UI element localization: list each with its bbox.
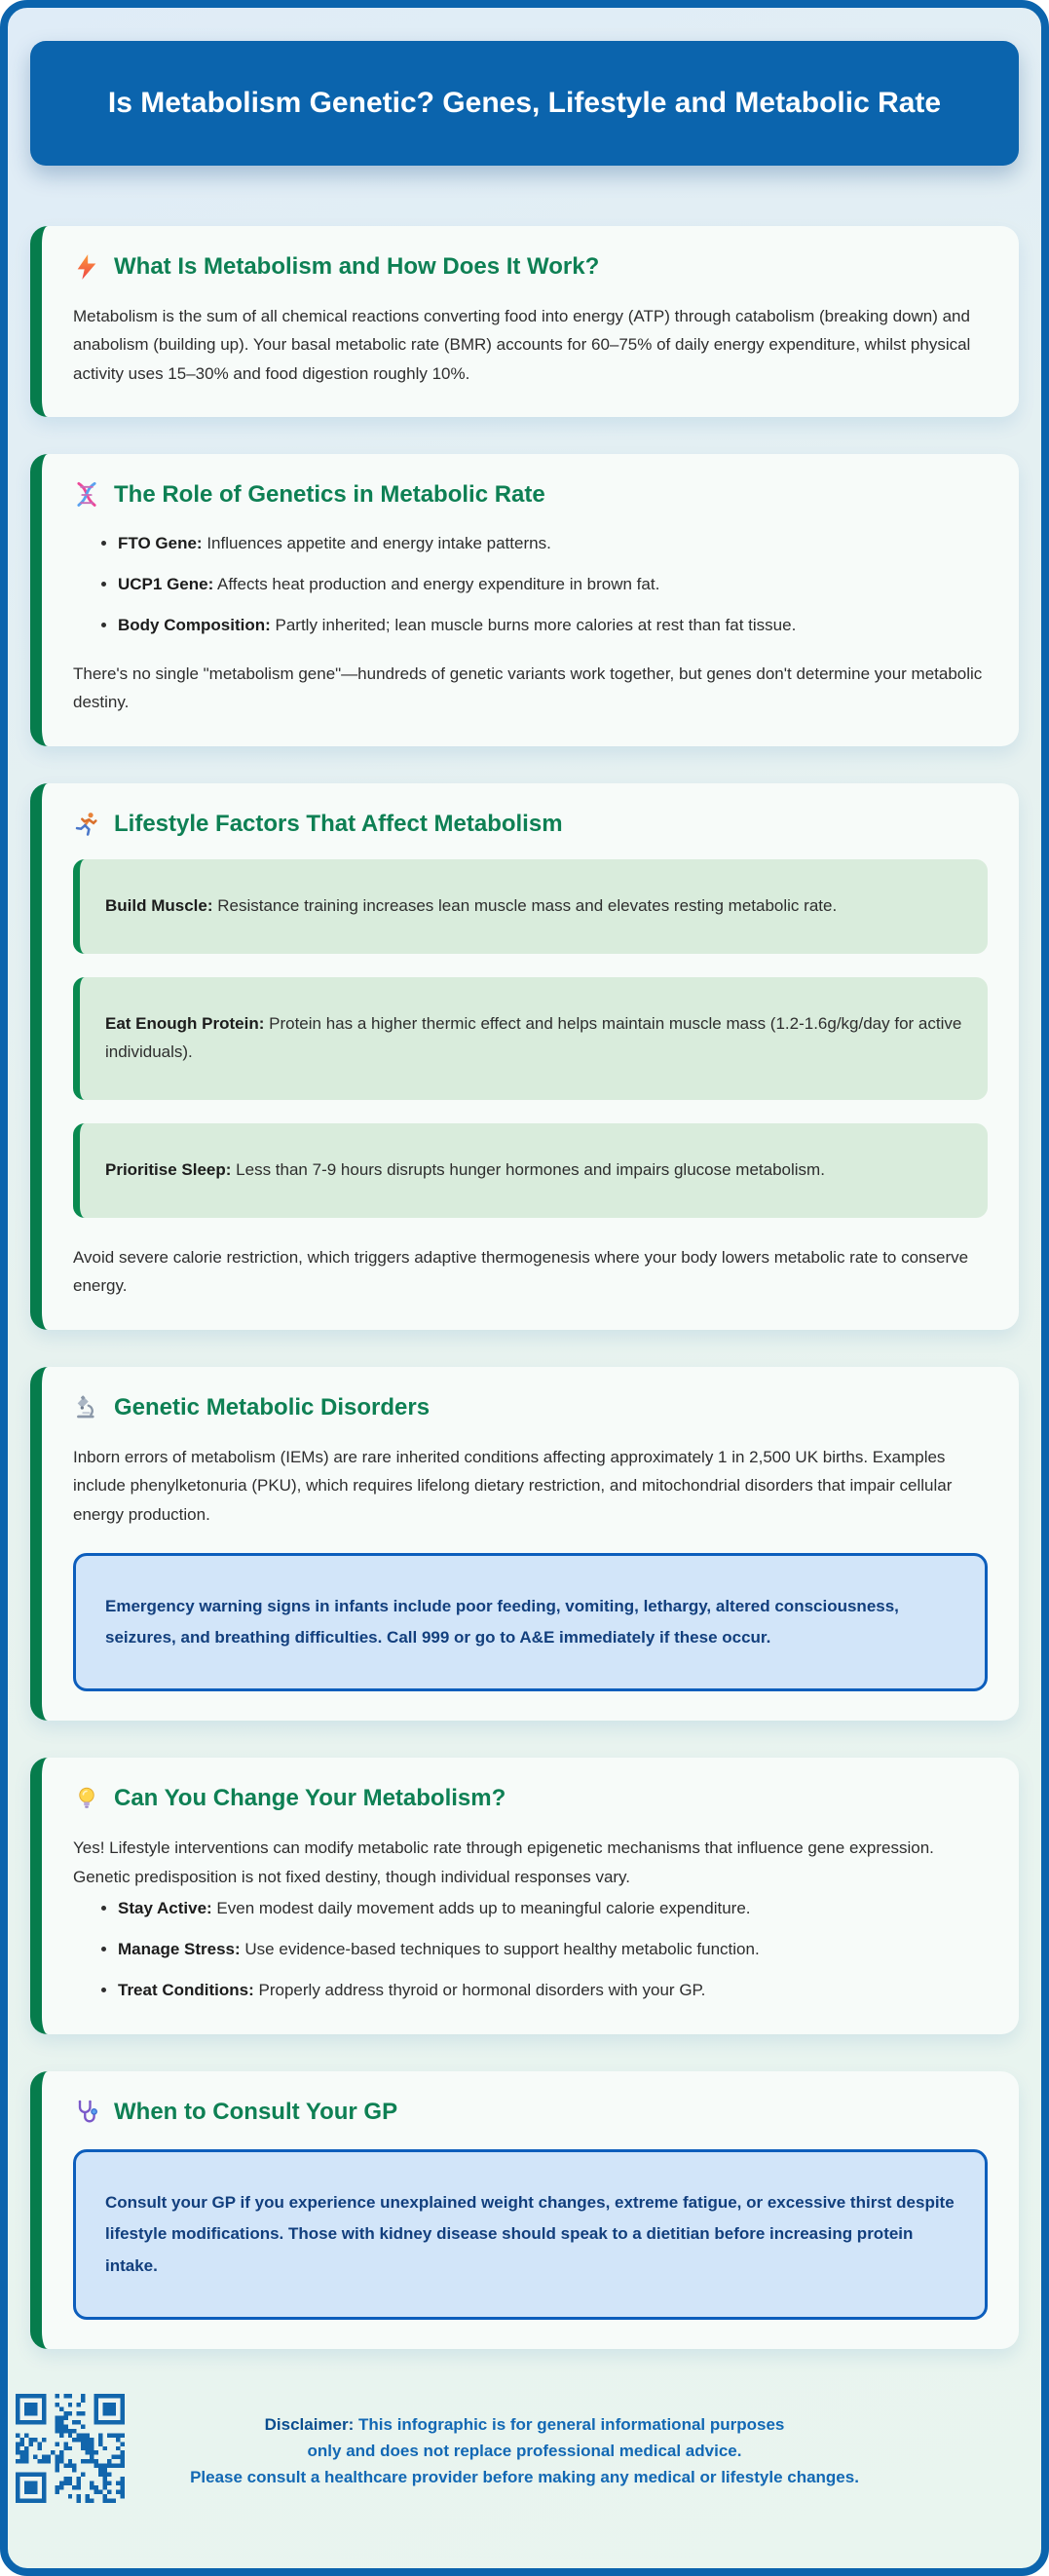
section-heading-row [73, 1785, 988, 1812]
microscope-icon [73, 1394, 100, 1421]
gene-bullet-list [73, 530, 988, 640]
section-heading-row [73, 1394, 988, 1421]
section-can-you-change-your-metabolism [30, 1758, 1019, 2034]
list-item: • FTO Gene: Influences appetite and energy intake patterns. [118, 530, 988, 558]
list-item: • Body Composition: Partly inherited; lean muscle burns more calories at rest than fat tissue. [118, 612, 988, 640]
list-item: • Stay Active: Even modest daily movement adds up to meaningful calorie expenditure. [118, 1895, 988, 1923]
page-title: Is Metabolism Genetic? Genes, Lifestyle and Metabolic Rate [107, 87, 942, 119]
paragraph: There's no single "metabolism gene"—hundreds of genetic variants work together, but genes don't determine your metabolic destiny. [73, 663, 983, 712]
section-heading: When to Consult Your GP [114, 2098, 398, 2125]
disclaimer-line: Please consult a healthcare provider before making any medical or lifestyle changes. [190, 2468, 859, 2487]
section-heading-row [73, 253, 988, 281]
disclaimer-line: only and does not replace professional medical advice. [307, 2442, 742, 2461]
section-heading-row [73, 481, 988, 509]
list-item: • Treat Conditions: Properly address thyroid or hormonal disorders with your GP. [118, 1977, 988, 2005]
dna-icon [73, 481, 100, 509]
paragraph: Inborn errors of metabolism (IEMs) are rare inherited conditions affecting approximately 1 in 2,500 UK births. Examples include phenylketonuria (PKU), which requires lifelong dietary restriction, and mitochondrial disorders that impair cellular energy production. [73, 1447, 953, 1524]
runner-icon [73, 811, 100, 838]
stethoscope-icon [73, 2099, 100, 2126]
section-when-to-consult-your-gp [30, 2071, 1019, 2349]
section-heading: Lifestyle Factors That Affect Metabolism [114, 811, 563, 838]
section-lifestyle-factors [30, 783, 1019, 1330]
section-heading: Genetic Metabolic Disorders [114, 1393, 431, 1421]
list-item: • UCP1 Gene: Affects heat production and energy expenditure in brown fat. [118, 571, 988, 599]
disclaimer [30, 2386, 1019, 2491]
paragraph: Metabolism is the sum of all chemical reactions converting food into energy (ATP) through catabolism (breaking down) and anabolism (building up). Your basal metabolic rate (BMR) accounts for 60–75% of daily energy expenditure, whilst physical activity uses 15–30% and food digestion roughly 10%. [73, 306, 971, 383]
tip-build-muscle: Build Muscle: Resistance training increases lean muscle mass and elevates resting metabolic rate. [73, 859, 988, 954]
change-bullet-list [73, 1895, 988, 2005]
section-heading: The Role of Genetics in Metabolic Rate [114, 481, 545, 509]
page-header [30, 41, 1019, 166]
section-role-of-genetics [30, 454, 1019, 746]
gp-alert-box: Consult your GP if you experience unexplained weight changes, extreme fatigue, or excessive thirst despite lifestyle modifications. Those with kidney disease should speak to a dietitian before increasing protein intake. [73, 2149, 988, 2320]
section-genetic-metabolic-disorders [30, 1367, 1019, 1721]
disclaimer-line: Disclaimer: This infographic is for general informational purposes [264, 2414, 785, 2434]
tip-prioritise-sleep: Prioritise Sleep: Less than 7-9 hours disrupts hunger hormones and impairs glucose metabolism. [73, 1123, 988, 1218]
section-heading-row [73, 2099, 988, 2126]
paragraph: Yes! Lifestyle interventions can modify metabolic rate through epigenetic mechanisms that influence gene expression. Genetic predisposition is not fixed destiny, though individual responses vary. [73, 1838, 934, 1886]
section-heading: Can You Change Your Metabolism? [114, 1785, 506, 1812]
bulb-icon [73, 1785, 100, 1812]
section-what-is-metabolism [30, 226, 1019, 418]
section-heading: What Is Metabolism and How Does It Work? [114, 252, 600, 280]
qr-code [16, 2394, 125, 2503]
emergency-alert-box: Emergency warning signs in infants include poor feeding, vomiting, lethargy, altered consciousness, seizures, and breathing difficulties. Call 999 or go to A&E immediately if these occur. [73, 1553, 988, 1692]
page-footer [30, 2386, 1019, 2534]
paragraph: Avoid severe calorie restriction, which triggers adaptive thermogenesis where your body lowers metabolic rate to conserve energy. [73, 1247, 969, 1296]
list-item: • Manage Stress: Use evidence-based techniques to support healthy metabolic function. [118, 1936, 988, 1964]
section-heading-row [73, 811, 988, 838]
lightning-icon [73, 253, 100, 281]
tip-eat-protein: Eat Enough Protein: Protein has a higher thermic effect and helps maintain muscle mass (1.2-1.6g/kg/day for active individuals). [73, 977, 988, 1100]
